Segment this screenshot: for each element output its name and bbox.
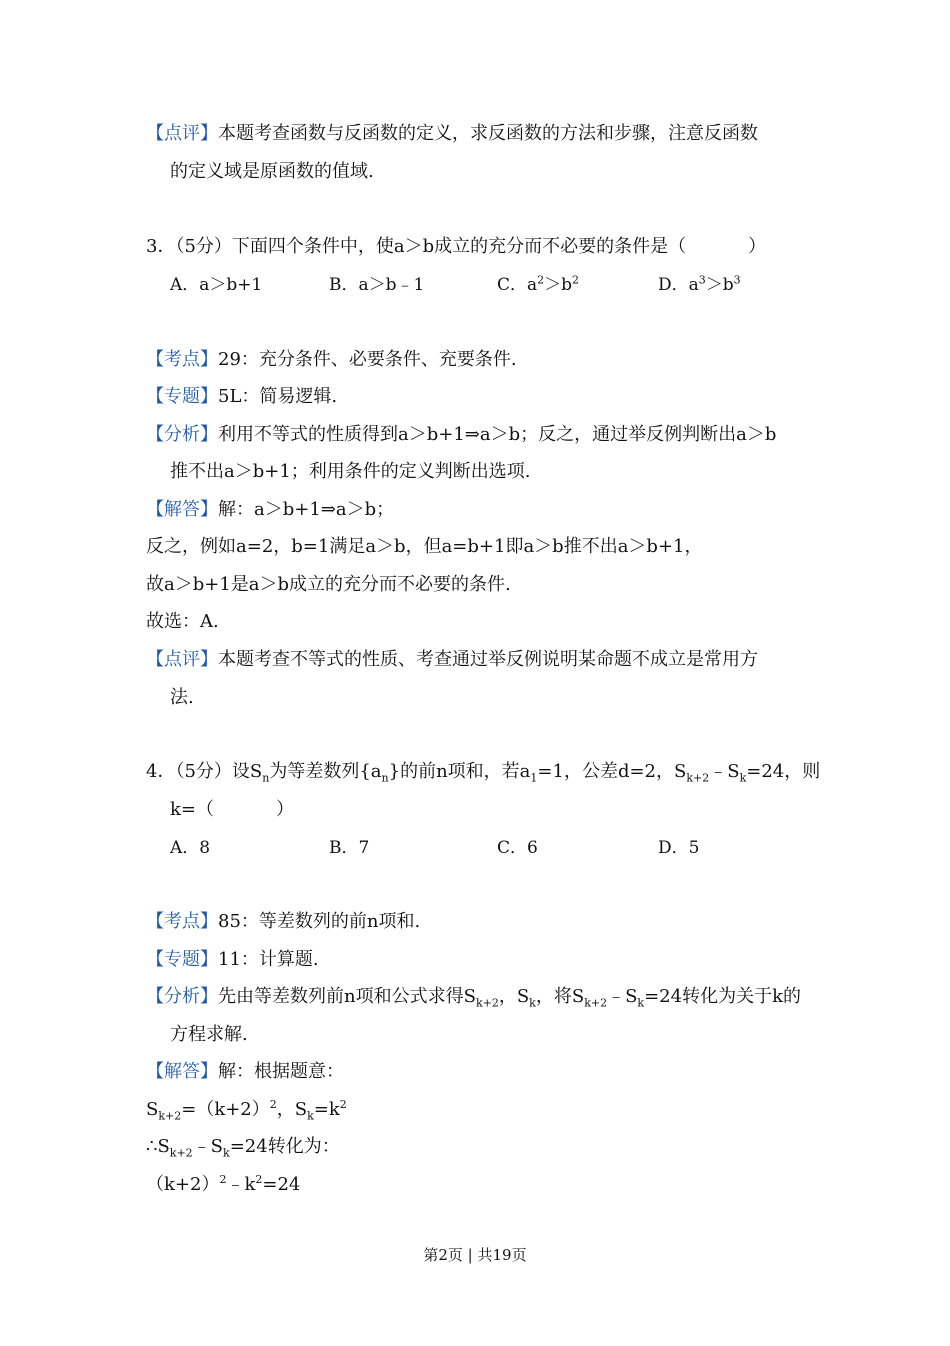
option-d — [658, 273, 741, 297]
question-4-stem-line-2 — [170, 798, 830, 822]
q4-text: ﹣S — [709, 761, 740, 782]
option-b: B．a＞b﹣1 — [329, 275, 425, 295]
review-text: 本题考查函数与反函数的定义，求反函数的方法和步骤，注意反函数 — [218, 123, 758, 144]
subscript: 1 — [530, 771, 538, 785]
fenxi-tag: 【分析】 — [146, 986, 218, 1007]
eq-text: ，S — [276, 1099, 308, 1120]
eq-text: ∴S — [146, 1136, 170, 1157]
q4-zhuanti — [146, 948, 806, 972]
subscript: k+2 — [475, 996, 499, 1010]
review-continuation: 的定义域是原函数的值域. — [170, 161, 374, 182]
option-d-text: D．a — [658, 275, 699, 295]
q3-dianping — [146, 648, 806, 672]
jieda-text: 解：根据题意： — [218, 1061, 344, 1082]
eq-text: （k+2） — [146, 1174, 220, 1195]
kaodian-text: 29：充分条件、必要条件、充要条件. — [218, 349, 517, 370]
eq-text: ﹣S — [192, 1136, 224, 1157]
exponent: 3 — [733, 273, 741, 287]
q4-equation-3 — [146, 1173, 806, 1197]
exponent: 2 — [339, 1098, 347, 1111]
subscript: k — [529, 996, 536, 1010]
subscript: k — [637, 996, 645, 1010]
eq-text: =k — [313, 1099, 340, 1120]
q4-close: ） — [276, 799, 294, 820]
option-c-text: C．a — [497, 275, 538, 295]
q4-fenxi-continuation: 方程求解. — [170, 1024, 248, 1045]
q4-text: =24，则 — [746, 761, 821, 782]
q3-solution-line-1: 反之，例如a=2，b=1满足a＞b，但a=b+1即a＞b推不出a＞b+1， — [146, 536, 703, 557]
q3-zhuanti — [146, 385, 806, 409]
question-4-stem — [146, 760, 821, 785]
option-b: B．7 — [329, 838, 370, 858]
q4-text: }的前n项和，若a — [388, 761, 531, 782]
subscript: k+2 — [584, 996, 608, 1010]
eq-text: =24转化为： — [229, 1136, 340, 1157]
fenxi-tag: 【分析】 — [146, 424, 218, 445]
fenxi-text: ，将S — [535, 986, 585, 1007]
fenxi-text: 先由等差数列前n项和公式求得S — [218, 986, 476, 1007]
subscript: n — [262, 771, 270, 785]
dianping-text: 本题考查不等式的性质、考查通过举反例说明某命题不成立是常用方 — [218, 649, 758, 670]
option-a: A．a＞b+1 — [170, 275, 263, 295]
option-a: A．8 — [170, 838, 211, 858]
review-paragraph — [146, 122, 806, 146]
option-c: C．6 — [497, 838, 538, 858]
exponent: 2 — [269, 1098, 277, 1111]
option-d: D．5 — [658, 838, 700, 858]
option-d-text: ＞b — [705, 275, 734, 295]
question-3-stem — [146, 235, 806, 259]
zhuanti-tag: 【专题】 — [146, 386, 218, 407]
q4-jieda — [146, 1060, 806, 1084]
review-tag: 【点评】 — [146, 123, 218, 144]
question-3-text: 3．（5分）下面四个条件中，使a＞b成立的充分而不必要的条件是（ — [146, 236, 687, 257]
q3-fenxi-continuation: 推不出a＞b+1；利用条件的定义判断出选项. — [170, 461, 531, 482]
exponent: 2 — [537, 273, 545, 287]
zhuanti-text: 5L：简易逻辑. — [218, 386, 338, 407]
subscript: k — [739, 771, 747, 785]
q4-text: 4．（5分）设S — [146, 761, 263, 782]
zhuanti-text: 11：计算题. — [218, 949, 319, 970]
fenxi-text: =24转化为关于k的 — [644, 986, 801, 1007]
subscript: k+2 — [686, 771, 710, 785]
q3-jieda — [146, 498, 806, 522]
jieda-tag: 【解答】 — [146, 499, 218, 520]
kaodian-text: 85：等差数列的前n项和. — [218, 911, 421, 932]
q4-equation-2 — [146, 1135, 806, 1159]
kaodian-tag: 【考点】 — [146, 911, 218, 932]
eq-text: S — [146, 1099, 159, 1120]
exponent: 2 — [219, 1173, 227, 1186]
jieda-text: 解：a＞b+1⇒a＞b； — [218, 499, 395, 520]
q3-dianping-continuation: 法. — [170, 687, 194, 708]
q3-fenxi — [146, 423, 806, 447]
option-c — [497, 273, 579, 297]
q3-solution-line-3: 故选：A. — [146, 611, 219, 632]
eq-text: =24 — [262, 1174, 301, 1195]
subscript: k+2 — [169, 1146, 193, 1160]
jieda-tag: 【解答】 — [146, 1061, 218, 1082]
q3-kaodian — [146, 348, 806, 372]
kaodian-tag: 【考点】 — [146, 349, 218, 370]
zhuanti-tag: 【专题】 — [146, 949, 218, 970]
question-3-close: ） — [748, 236, 767, 257]
exponent: 3 — [698, 273, 706, 287]
page-footer: 第2页 | 共19页 — [423, 1246, 527, 1264]
q4-equation-1 — [146, 1098, 806, 1122]
subscript: k — [307, 1109, 314, 1123]
fenxi-text: ，S — [498, 986, 530, 1007]
q4-text: 为等差数列{a — [269, 761, 382, 782]
exponent: 2 — [572, 273, 580, 287]
option-c-text: ＞b — [544, 275, 573, 295]
fenxi-text: ﹣S — [607, 986, 638, 1007]
exponent: 2 — [255, 1173, 263, 1186]
q4-fenxi — [146, 985, 806, 1009]
subscript: k+2 — [158, 1109, 182, 1123]
subscript: n — [381, 771, 389, 785]
eq-text: ﹣k — [226, 1174, 256, 1195]
dianping-tag: 【点评】 — [146, 649, 218, 670]
subscript: k — [223, 1146, 230, 1160]
fenxi-text: 利用不等式的性质得到a＞b+1⇒a＞b；反之，通过举反例判断出a＞b — [218, 424, 777, 445]
q4-text: k=（ — [170, 799, 214, 820]
q4-text: =1，公差d=2，S — [537, 761, 687, 782]
q4-kaodian — [146, 910, 806, 934]
eq-text: =（k+2） — [181, 1099, 270, 1120]
q3-solution-line-2: 故a＞b+1是a＞b成立的充分而不必要的条件. — [146, 574, 511, 595]
